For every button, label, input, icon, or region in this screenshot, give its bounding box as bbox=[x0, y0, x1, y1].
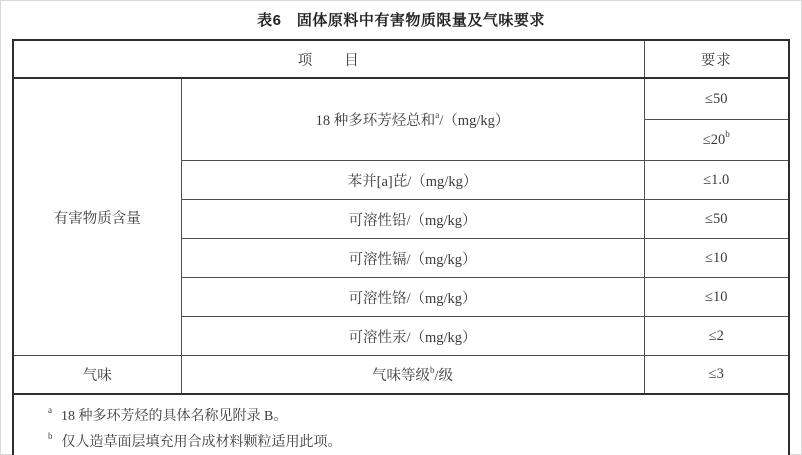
item-unit: /级 bbox=[434, 368, 454, 384]
item-unit: /（mg/kg） bbox=[439, 113, 510, 129]
footnote-marker: a bbox=[435, 110, 440, 121]
footnote-b-text: 仅人造草面层填充用合成材料颗粒适用此项。 bbox=[61, 435, 342, 450]
requirement-value: ≤1.0 bbox=[703, 171, 730, 188]
footnote-cell bbox=[13, 394, 789, 455]
footnote-b-marker: b bbox=[48, 431, 53, 442]
column-header-requirement: 要求 bbox=[644, 40, 789, 78]
table-header-row bbox=[13, 40, 789, 78]
requirement-value: ≤2 bbox=[708, 327, 724, 344]
requirement-mercury-limit bbox=[644, 317, 789, 356]
requirement-bap-limit bbox=[644, 161, 789, 200]
item-text: 苯并[a]芘/（mg/kg） bbox=[347, 173, 478, 190]
footnote-marker: b bbox=[725, 128, 730, 139]
section-label-odor: 气味 bbox=[13, 356, 181, 395]
footnote-a bbox=[48, 404, 768, 430]
item-odor-grade bbox=[181, 356, 644, 395]
requirement-pah-limit-1 bbox=[644, 78, 789, 120]
requirement-pah-limit-2 bbox=[644, 120, 789, 161]
requirement-value: ≤3 bbox=[708, 366, 724, 382]
requirement-value: ≤20 bbox=[702, 131, 726, 148]
footnote-section bbox=[13, 394, 789, 455]
requirement-value: ≤10 bbox=[705, 249, 728, 266]
item-text: 18 种多环芳烃总和 bbox=[315, 113, 436, 129]
footnote-b bbox=[48, 430, 768, 455]
section-label-hazard-content: 有害物质含量 bbox=[13, 78, 181, 356]
requirement-value: ≤10 bbox=[705, 288, 728, 305]
item-text: 可溶性镉/（mg/kg） bbox=[348, 251, 477, 268]
item-soluble-chromium bbox=[181, 278, 644, 317]
item-soluble-lead bbox=[181, 200, 644, 239]
requirement-odor-limit bbox=[644, 356, 789, 395]
item-soluble-mercury bbox=[181, 317, 644, 356]
item-text: 可溶性铬/（mg/kg） bbox=[348, 290, 477, 307]
item-pah-total bbox=[181, 78, 644, 161]
item-benzo-a-pyrene bbox=[181, 161, 644, 200]
footnote-a-marker: a bbox=[48, 405, 52, 416]
item-text: 气味等级 bbox=[371, 368, 430, 384]
item-text: 可溶性铅/（mg/kg） bbox=[348, 212, 477, 229]
requirement-value: ≤50 bbox=[705, 90, 728, 107]
requirement-lead-limit bbox=[644, 200, 789, 239]
column-header-item: 项 目 bbox=[13, 40, 644, 78]
requirement-cadmium-limit bbox=[644, 239, 789, 278]
table-title: 表6 固体原料中有害物质限量及气味要求 bbox=[257, 12, 545, 29]
requirement-chromium-limit bbox=[644, 278, 789, 317]
item-text: 可溶性汞/（mg/kg） bbox=[348, 329, 477, 346]
table-row bbox=[13, 78, 789, 120]
footnote-a-text: 18 种多环芳烃的具体名称见附录 B。 bbox=[61, 409, 288, 424]
table-row bbox=[13, 356, 789, 395]
hazard-limits-table bbox=[12, 39, 790, 455]
item-soluble-cadmium bbox=[181, 239, 644, 278]
footnote-marker: b bbox=[429, 365, 435, 376]
requirement-value: ≤50 bbox=[705, 210, 728, 227]
